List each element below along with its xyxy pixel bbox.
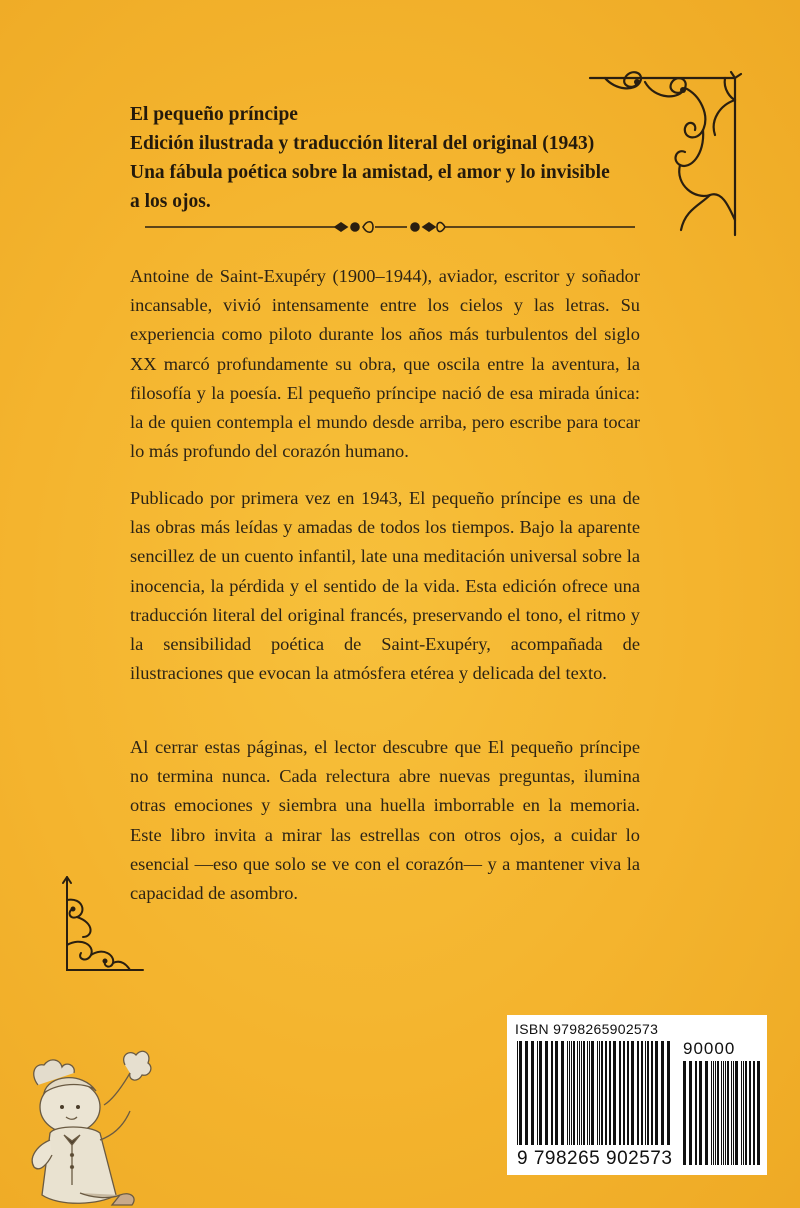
barcode-bar [579,1041,580,1145]
little-prince-illustration [20,1045,155,1208]
barcode-bar [731,1061,732,1165]
barcode-bar [743,1061,744,1165]
barcode-bar [525,1041,528,1145]
barcode-bar [539,1041,542,1145]
ornamental-corner-icon [585,60,745,240]
book-title: El pequeño príncipe [130,104,298,125]
barcode-bar [699,1061,702,1165]
barcode-bar [567,1041,568,1145]
barcode-bar [749,1061,751,1165]
barcode-bar [711,1061,712,1165]
title-block [130,100,650,216]
barcode-bar [589,1041,590,1145]
barcode-bar [735,1061,738,1165]
barcode-bar [641,1041,643,1145]
barcode-bar [753,1061,755,1165]
barcode-bar [571,1041,572,1145]
barcode-bar [619,1041,621,1145]
barcode-bar [667,1041,670,1145]
barcode-bar [577,1041,578,1145]
barcode-bar [637,1041,639,1145]
barcode-bar [597,1041,598,1145]
barcode-bar [569,1041,570,1145]
barcode-bar [555,1041,558,1145]
edition-subtitle: Edición ilustrada y traducción literal del original (1943) [130,133,595,154]
barcode-bar [551,1041,553,1145]
ean-digits: 9 798265 902573 [517,1148,673,1169]
barcode-bar [561,1041,564,1145]
barcode-bar [689,1061,692,1165]
barcode-bar [655,1041,658,1145]
barcode-bar [733,1061,734,1165]
isbn-label: ISBN 9798265902573 [515,1021,659,1037]
barcode-bar [713,1061,714,1165]
barcode-bar [695,1061,697,1165]
fleuron-divider-icon [145,217,635,237]
barcode-bar [715,1061,716,1165]
barcode-bar [725,1061,726,1165]
barcode-bar [631,1041,634,1145]
barcode-bar [601,1041,603,1145]
barcode-bar [609,1041,611,1145]
barcode-bar [723,1061,724,1165]
paragraph-author: Antoine de Saint-Exupéry (1900–1944), aviador, escritor y soñador incansable, vivió intensamente entre los cielos y las letras. Su experiencia como piloto durante los años más turbulentos del siglo XX marcó profundamente su obra, que oscila entre la aventura, la filosofía y la poesía. El pequeño príncipe nació de esa mirada única: la de quien contempla el mundo desde arriba, pero escribe para tocar lo más profundo del corazón humano. [130,266,640,462]
tagline: Una fábula poética sobre la amistad, el amor y lo invisible [130,162,610,183]
barcode-bar [741,1061,742,1165]
barcode-bar [721,1061,722,1165]
barcode-bar [517,1041,518,1145]
barcode-bar [623,1041,625,1145]
paragraph-closing: Al cerrar estas páginas, el lector descubre que El pequeño príncipe no termina nunca. Cada relectura abre nuevas preguntas, ilumina otras emociones y siembra una huella imborrable en la memoria. Este libro invita a mirar las estrellas con otros ojos, a cuidar lo esencial —eso que solo se ve con el corazón— y a mantener viva la capacidad de asombro. [130,737,640,904]
barcode-bar [683,1061,686,1165]
barcode-bar [745,1061,747,1165]
barcode-bar [519,1041,522,1145]
paragraph-publication: Publicado por primera vez en 1943, El pequeño príncipe es una de las obras más leídas y amadas de todos los tiempos. Bajo la aparente sencillez de un cuento infantil, late una meditación universal sobre la inocencia, la pérdida y el sentido de la vida. Esta edición ofrece una traducción literal del original francés, preservando el tono, el ritmo y la sensibilidad poética de Saint-Exupéry, acompañada de ilustraciones que evocan la atmósfera etérea y delicada del texto. [130,488,640,684]
barcode-bar [537,1041,538,1145]
barcode-bar [605,1041,607,1145]
barcode-bar [613,1041,616,1145]
barcode-bar [651,1041,653,1145]
barcode-bar [599,1041,600,1145]
barcode-bar [727,1061,729,1165]
barcode-bar [581,1041,582,1145]
isbn-barcode [507,1015,767,1175]
barcode-bar [757,1061,760,1165]
barcode-bar [647,1041,649,1145]
ornamental-corner-icon [55,875,145,985]
barcode-bar [645,1041,646,1145]
barcode-bar [573,1041,575,1145]
barcode-bar [627,1041,629,1145]
price-code: 90000 [683,1039,736,1058]
tagline-continued: a los ojos. [130,191,211,212]
barcode-bar [587,1041,588,1145]
barcode-bar [661,1041,664,1145]
barcode-bar [591,1041,594,1145]
barcode-bar [545,1041,548,1145]
barcode-bar [717,1061,719,1165]
barcode-bar [531,1041,534,1145]
barcode-bar [705,1061,708,1165]
barcode-bar [583,1041,585,1145]
